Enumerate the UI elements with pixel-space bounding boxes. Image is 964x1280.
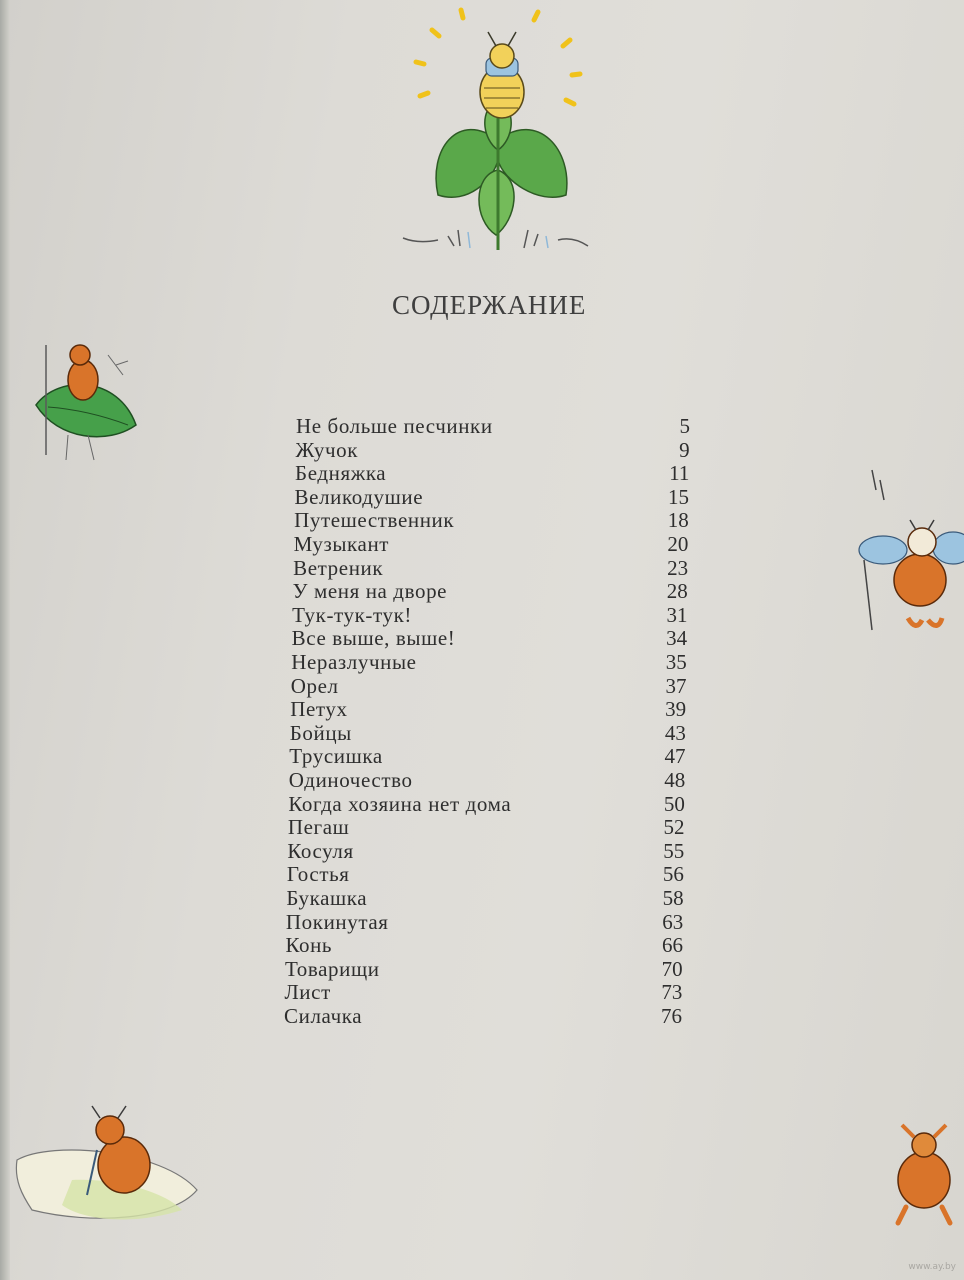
toc-entry-page: 23 [667, 555, 689, 580]
toc-entry-page: 73 [661, 980, 683, 1005]
toc-entry-title: Пегаш [287, 815, 350, 840]
toc-entry-title: Товарищи [284, 956, 380, 981]
toc-entry-title: Орел [290, 673, 339, 698]
toc-entry [0, 508, 964, 532]
red-beetle-illustration [884, 1115, 964, 1230]
toc-entry-page: 31 [666, 602, 688, 627]
toc-entry-page: 5 [679, 414, 690, 438]
toc-entry [0, 650, 964, 674]
toc-entry-title: Покинутая [285, 909, 389, 934]
toc-entry-page: 70 [661, 956, 683, 981]
toc-entry-page: 15 [668, 484, 690, 509]
toc-entry [0, 744, 964, 768]
toc-entry-title: Косуля [287, 838, 354, 863]
toc-entry [0, 461, 964, 485]
toc-entry-title: Ветреник [293, 555, 384, 580]
toc-entry-page: 55 [663, 838, 685, 863]
toc-entry-title: Одиночество [288, 768, 413, 792]
toc-entry [0, 768, 964, 792]
toc-entry [0, 697, 964, 721]
toc-entry [0, 910, 964, 934]
toc-entry-page: 63 [662, 909, 684, 934]
toc-entry-title: Трусишка [289, 744, 383, 769]
toc-entry-title: Тук-тук-тук! [292, 602, 413, 627]
toc-entry-page: 76 [661, 1004, 682, 1028]
toc-entry-title: Когда хозяина нет дома [288, 791, 512, 816]
toc-entry-title: Не больше песчинки [296, 414, 493, 438]
toc-entry-page: 34 [666, 626, 688, 651]
toc-entry-title: У меня на дворе [292, 579, 448, 604]
toc-entry-title: Неразлучные [291, 650, 417, 674]
toc-entry-page: 48 [664, 768, 686, 792]
page-title: СОДЕРЖАНИЕ [392, 290, 587, 320]
toc-entry-page: 9 [679, 437, 690, 462]
toc-entry-title: Бойцы [289, 720, 352, 745]
toc-entry [0, 957, 964, 981]
toc-entry-page: 28 [666, 579, 688, 604]
toc-entry-page: 52 [663, 815, 685, 840]
toc-entry [0, 532, 964, 556]
toc-entry [0, 438, 964, 462]
toc-entry [0, 886, 964, 910]
toc-entry [0, 674, 964, 698]
toc-entry [0, 485, 964, 509]
toc-entry-page: 43 [664, 720, 686, 745]
toc-entry-title: Силачка [284, 1004, 363, 1028]
beetle-on-plant-illustration [398, 0, 598, 260]
toc-entry-page: 50 [663, 791, 685, 816]
toc-entry [0, 815, 964, 839]
toc-entry-title: Лист [284, 980, 331, 1005]
toc-entry [0, 839, 964, 863]
toc-entry [0, 792, 964, 816]
toc-entry-title: Гостья [286, 862, 350, 887]
toc-entry-page: 37 [665, 673, 687, 698]
toc-entry [0, 414, 964, 438]
toc-entry [0, 1004, 964, 1028]
toc-entry [0, 862, 964, 886]
toc-entry-page: 11 [669, 461, 690, 486]
beetle-on-rock-illustration [12, 1100, 202, 1235]
toc-entry-title: Бедняжка [295, 461, 387, 486]
toc-entry [0, 556, 964, 580]
toc-entry-page: 18 [667, 508, 689, 533]
toc-entry-title: Конь [285, 933, 333, 958]
toc-entry-title: Музыкант [293, 532, 390, 556]
toc-entry-page: 47 [664, 744, 686, 769]
toc-entry-page: 66 [661, 933, 683, 958]
toc-entry-page: 58 [662, 886, 684, 910]
toc-entry [0, 980, 964, 1004]
toc-entry [0, 721, 964, 745]
toc-entry [0, 579, 964, 603]
toc-entry-page: 56 [662, 862, 684, 887]
toc-entry [0, 603, 964, 627]
toc-entry-title: Все выше, выше! [291, 626, 456, 651]
toc-entry-title: Путешественник [294, 508, 455, 533]
toc-entry-title: Великодушие [294, 484, 424, 509]
toc-entry-title: Букашка [286, 886, 368, 910]
watermark: www.ay.by [908, 1262, 956, 1272]
toc-entry-title: Жучок [295, 437, 359, 462]
toc-entry [0, 933, 964, 957]
toc-entry-page: 20 [667, 532, 689, 556]
toc-entry-page: 39 [665, 697, 687, 722]
toc-entry-title: Петух [290, 697, 348, 722]
toc-entry-page: 35 [665, 650, 687, 674]
toc-entry [0, 626, 964, 650]
